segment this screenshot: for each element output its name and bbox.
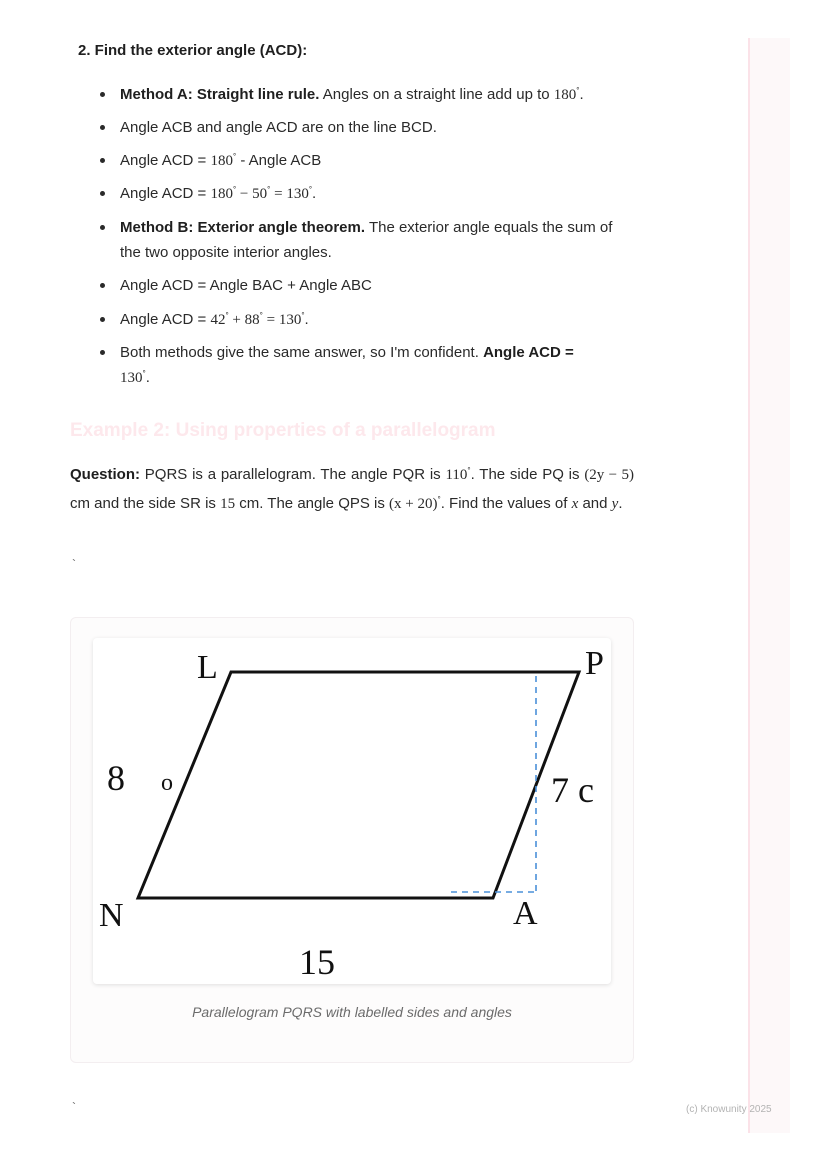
method-b-label: Method B: Exterior angle theorem. [120, 219, 366, 236]
list-item: Method B: Exterior angle theorem. The exterior angle equals the sum of the two opposite interior angles. [100, 215, 630, 265]
answer-label: Angle ACD = [483, 344, 574, 361]
figure-caption: Parallelogram PQRS with labelled sides and angles [192, 1004, 512, 1020]
vertex-label-n: N [99, 897, 124, 934]
figure-card [70, 617, 634, 1063]
method-a-label: Method A: Straight line rule. [120, 86, 320, 103]
bullet-icon [100, 283, 105, 288]
vertex-label-l: L [197, 649, 218, 686]
vertex-label-p: P [585, 645, 604, 682]
list-item: Method A: Straight line rule. Angles on a straight line add up to 180°. [100, 82, 630, 108]
list-item: Angle ACB and angle ACD are on the line BCD. [100, 115, 630, 140]
bullet-icon [100, 125, 105, 130]
vertex-label-a: A [513, 895, 538, 932]
stray-backtick: ` [72, 1100, 76, 1114]
bullet-icon [100, 350, 105, 355]
right-margin-rail [748, 38, 790, 1133]
list-item: Both methods give the same answer, so I'm confident. Angle ACD = 130°. [100, 340, 630, 391]
question-paragraph: Question: PQRS is a parallelogram. The angle PQR is 110°. The side PQ is (2y − 5) cm and the side SR is 15 cm. The angle QPS is (x + 20)°. Find the values of x and y. [70, 466, 635, 512]
side-label-bottom: 15 [299, 942, 335, 982]
bullet-icon [100, 317, 105, 322]
angle-mark-label: o [161, 770, 173, 796]
list-item: Angle ACD = 42° + 88° = 130°. [100, 307, 630, 333]
bullet-icon [100, 158, 105, 163]
side-label-right: 7 c [551, 770, 594, 810]
figure-image [93, 638, 611, 984]
step-heading: 2. Find the exterior angle (ACD): [78, 42, 308, 59]
bullet-icon [100, 225, 105, 230]
bullet-icon [100, 92, 105, 97]
parallelogram-shape [138, 672, 579, 898]
side-label-left: 8 [107, 758, 125, 798]
parallelogram-diagram [93, 638, 611, 984]
stray-backtick: ` [72, 557, 76, 571]
question-label: Question: [70, 466, 140, 483]
list-item: Angle ACD = Angle BAC + Angle ABC [100, 273, 630, 298]
list-item: Angle ACD = 180° - Angle ACB [100, 148, 630, 174]
copyright-footer: (c) Knowunity 2025 [686, 1104, 772, 1115]
example-heading: Example 2: Using properties of a parallelogram [70, 420, 496, 441]
list-item: Angle ACD = 180° − 50° = 130°. [100, 181, 630, 207]
bullet-icon [100, 191, 105, 196]
